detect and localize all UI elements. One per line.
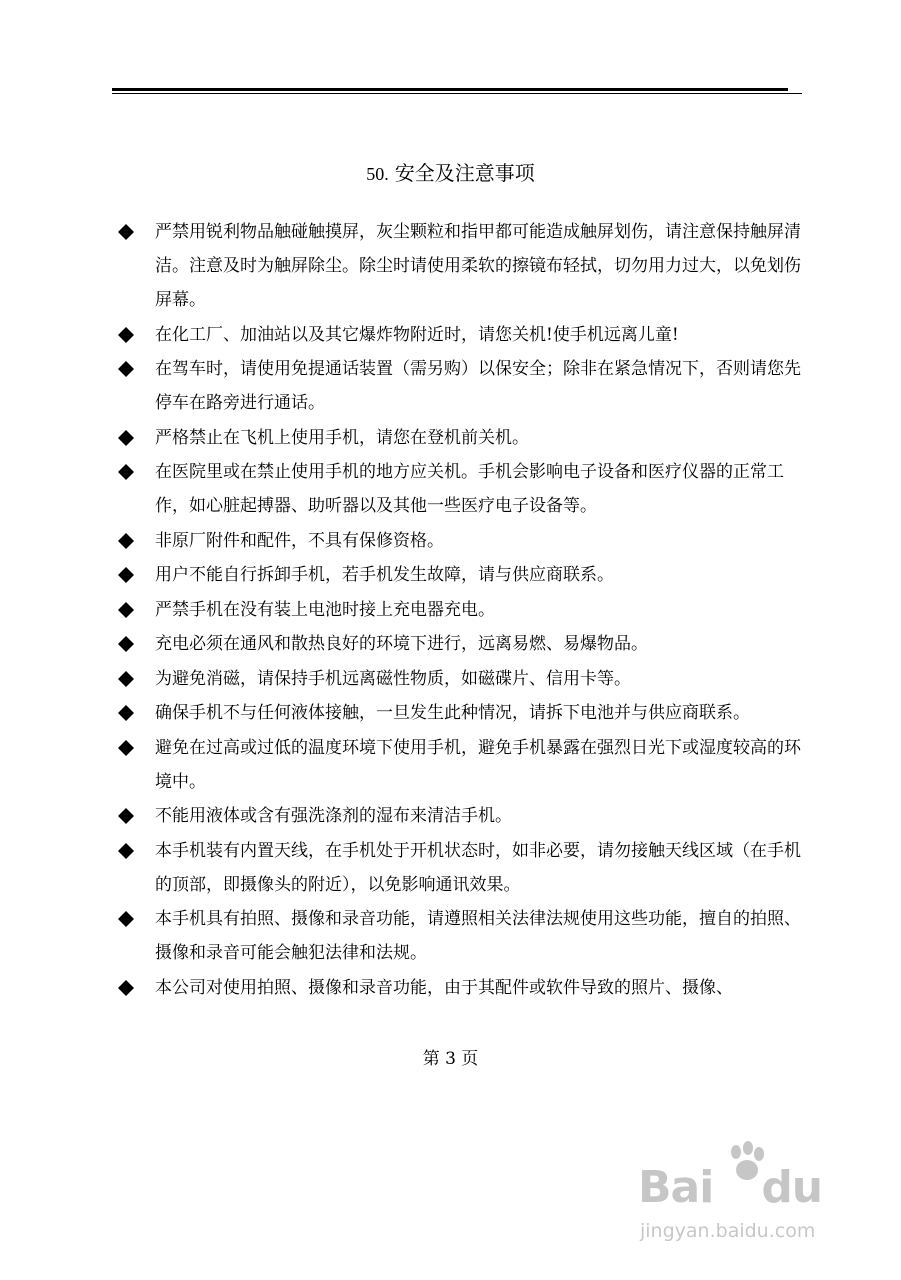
list-item bbox=[112, 593, 802, 627]
watermark-logo-bai: Bai du bbox=[638, 1162, 823, 1213]
diamond-bullet-icon bbox=[118, 808, 134, 824]
watermark bbox=[632, 1140, 872, 1250]
page-number: 第 3 页 bbox=[422, 1049, 479, 1069]
diamond-bullet-icon bbox=[118, 602, 134, 618]
list-item-text: 本手机装有内置天线，在手机处于开机状态时，如非必要，请勿接触天线区域（在手机的顶部，即摄像头的附近），以免影响通讯效果。 bbox=[155, 840, 801, 895]
header-rule-thin bbox=[112, 93, 802, 94]
diamond-bullet-icon bbox=[118, 567, 134, 583]
list-item-text: 严格禁止在飞机上使用手机，请您在登机前关机。 bbox=[155, 427, 529, 448]
list-item bbox=[112, 215, 802, 317]
list-item bbox=[112, 696, 802, 730]
list-item bbox=[112, 352, 802, 420]
list-item-text: 不能用液体或含有强洗涤剂的湿布来清洁手机。 bbox=[155, 806, 512, 826]
list-item bbox=[112, 455, 802, 523]
list-item-text: 为避免消磁，请保持手机远离磁性物质，如磁碟片、信用卡等。 bbox=[155, 668, 631, 689]
list-item-text: 在医院里或在禁止使用手机的地方应关机。手机会影响电子设备和医疗仪器的正常工作，如心脏起搏器、助听器以及其他一些医疗电子设备等。 bbox=[155, 462, 784, 516]
header-rule-thick bbox=[112, 88, 788, 91]
list-item-text: 本手机具有拍照、摄像和录音功能，请遵照相关法律法规使用这些功能，擅自的拍照、摄像和录音可能会触犯法律和法规。 bbox=[155, 909, 801, 963]
diamond-bullet-icon bbox=[118, 980, 134, 996]
diamond-bullet-icon bbox=[118, 464, 134, 480]
diamond-bullet-icon bbox=[118, 327, 134, 343]
list-item bbox=[112, 662, 802, 696]
watermark-url: jingyan.baidu.com bbox=[640, 1220, 816, 1242]
diamond-bullet-icon bbox=[118, 740, 134, 756]
section-number: 50. bbox=[366, 164, 389, 184]
list-item-text: 在化工厂、加油站以及其它爆炸物附近时，请您关机!使手机远离儿童! bbox=[155, 324, 679, 345]
list-item bbox=[112, 971, 802, 1005]
diamond-bullet-icon bbox=[118, 843, 134, 859]
list-item-text: 避免在过高或过低的温度环境下使用手机，避免手机暴露在强烈日光下或湿度较高的环境中。 bbox=[155, 737, 801, 792]
diamond-bullet-icon bbox=[118, 636, 134, 652]
section-title bbox=[0, 158, 901, 189]
list-item bbox=[112, 799, 802, 833]
list-item-text: 确保手机不与任何液体接触，一旦发生此种情况，请拆下电池并与供应商联系。 bbox=[155, 703, 750, 723]
list-item-text: 充电必须在通风和散热良好的环境下进行，远离易燃、易爆物品。 bbox=[155, 634, 648, 654]
list-item-text: 本公司对使用拍照、摄像和录音功能，由于其配件或软件导致的照片、摄像、 bbox=[155, 977, 733, 998]
list-item bbox=[112, 318, 802, 352]
diamond-bullet-icon bbox=[118, 911, 134, 927]
diamond-bullet-icon bbox=[118, 361, 134, 377]
list-item-text: 在驾车时，请使用免提通话装置（需另购）以保安全；除非在紧急情况下，否则请您先停车在路旁进行通话。 bbox=[155, 359, 801, 413]
diamond-bullet-icon bbox=[118, 224, 134, 240]
list-item-text: 用户不能自行拆卸手机，若手机发生故障，请与供应商联系。 bbox=[155, 565, 614, 585]
list-item-text: 非原厂附件和配件，不具有保修资格。 bbox=[155, 530, 444, 551]
list-item bbox=[112, 627, 802, 661]
list-item bbox=[112, 902, 802, 970]
section-title-text: 安全及注意事项 bbox=[394, 161, 535, 185]
list-item bbox=[112, 558, 802, 592]
diamond-bullet-icon bbox=[118, 533, 134, 549]
safety-notice-list bbox=[112, 215, 802, 1005]
diamond-bullet-icon bbox=[118, 705, 134, 721]
list-item bbox=[112, 524, 802, 558]
diamond-bullet-icon bbox=[118, 430, 134, 446]
list-item-text: 严禁手机在没有装上电池时接上充电器充电。 bbox=[155, 599, 495, 620]
list-item bbox=[112, 834, 802, 902]
list-item-text: 严禁用锐利物品触碰触摸屏，灰尘颗粒和指甲都可能造成触屏划伤，请注意保持触屏清洁。注意及时为触屏除尘。除尘时请使用柔软的擦镜布轻拭，切勿用力过大，以免划伤屏幕。 bbox=[155, 222, 801, 310]
list-item bbox=[112, 421, 802, 455]
list-item bbox=[112, 731, 802, 799]
diamond-bullet-icon bbox=[118, 671, 134, 687]
